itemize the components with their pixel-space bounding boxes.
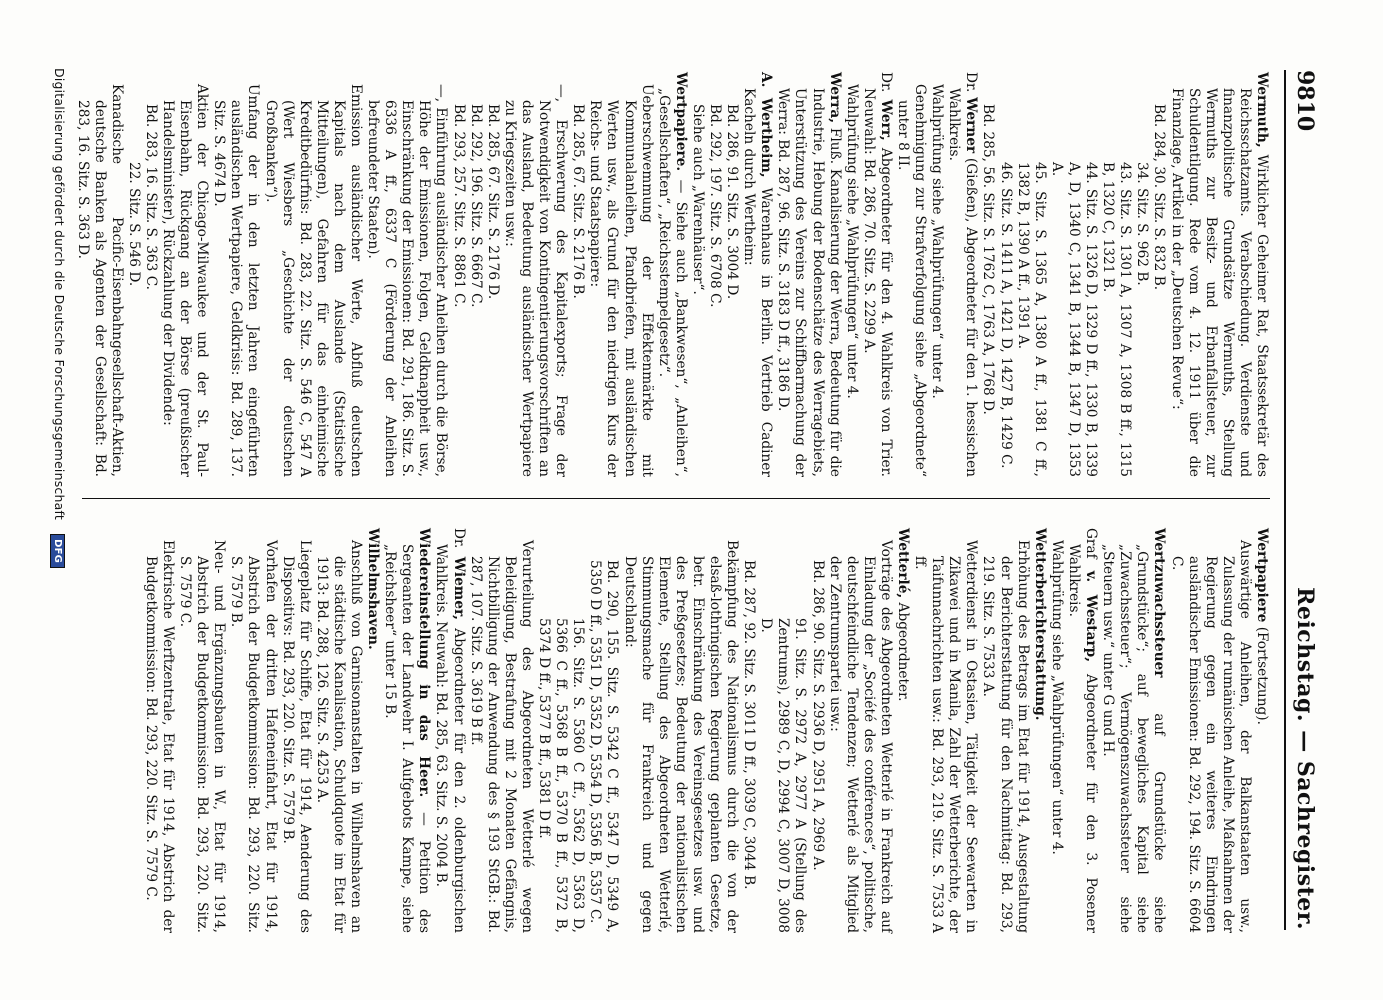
index-entry <box>1064 528 1098 933</box>
entry-text: Fluß. Kanalisierung der Werra, Bedeutung für die Industrie, Hebung der Bodenschätze des Werragebiets, Unterstützung des Vereins zur Schiffbarmachung der Werra: Bd. 287, 96. Sitz. S. 3183 D ff., 3186 D. <box>774 88 843 477</box>
reference-line: Bd. 285, 67. Sitz. S. 2176 B. <box>569 104 586 299</box>
sub-entry: Anschluß von Garnisonanstalten in Wilhelmshaven an die städtische Kanalisation, Schuldquote im Etat für 1913: Bd. 288, 126. Sitz. S. 4253 A. <box>313 540 364 933</box>
sub-entry: Vorträge des Abgeordneten Wetterlé in Frankreich auf Einladung der „Société des conférences“, politische, deutschfeindliche Tendenzen; Wetterlé als Mitglied der Zentrumspartei usw.: <box>826 540 894 933</box>
entry-text: — Petition des Sergeanten der Landwehr I. Aufgebots Kampe, siehe „Reichsheer“ unter 15 B. <box>381 544 432 933</box>
reference-line: Bd. 290, 155. Sitz. S. 5342 C ff., 5347 D, 5349 A, 5350 D ff., 5351 D, 5352 D, 5354 D, 5356 B, 5357 C. <box>586 560 620 933</box>
entry-prefix: Dr. <box>962 72 979 98</box>
sub-entry: Kanadische Pacific-Eisenbahngesellschaft-Aktien, deutsche Banken als Agenten der Gesellschaft: Bd. 283, 16. Sitz. S. 363 D. <box>74 84 125 477</box>
entry-text: Abgeordneter für den 2. oldenburgischen Wahlkreis. Neuwahl: Bd. 285, 63. Sitz. S. 2004 B. <box>433 544 467 933</box>
index-entry <box>774 72 842 477</box>
sub-entry: Liegeplatz für Schiffe, Etat für 1914, Aenderung des Dispositivs: Bd. 293, 220. Sitz. S. 7579 B. <box>279 540 313 933</box>
reference-line: Bd. 286, 90. Sitz. S. 2936 D, 2951 A, 2969 A. <box>809 560 826 871</box>
page-number: 9810 <box>1291 70 1318 132</box>
index-entry <box>859 72 893 477</box>
entry-term: Werr, <box>877 99 894 141</box>
reference-line: Bd. 285, 67. Sitz. S. 2176 D. <box>484 104 501 300</box>
document-page <box>42 20 1342 980</box>
dfg-logo: DFG <box>50 534 65 568</box>
entry-term: Wertpapiere. <box>672 72 689 172</box>
right-column <box>141 528 1269 933</box>
index-entry <box>893 528 910 933</box>
entry-term: Wertpapiere <box>1253 528 1270 623</box>
reference-line: Bd. 284, 30. Sitz. S. 832 B. <box>1150 104 1167 291</box>
index-entry <box>381 528 432 933</box>
reference-line: 43. Sitz. S. 1301 A, 1307 A, 1308 B ff., 1315 B, 1320 C, 1321 B. <box>1099 162 1133 477</box>
sub-entry: Vorhafen der dritten Hafeneinfahrt, Etat für 1914, Abstrich der Budgetkommission: Bd. 293, 220. Sitz. S. 7579 B. <box>227 540 279 933</box>
reference-line: Bd. 292, 197. Sitz. S. 6708 C. <box>706 104 723 308</box>
reference-line: 91. Sitz. S. 2972 A, 2977 A (Stellung des Zentrums), 2989 C, D, 2994 C, 3007 D, 3008 D. <box>757 618 808 933</box>
sub-entry: Wahlprüfung siehe „Wahlprüfungen“ unter 4. <box>1048 540 1065 855</box>
entry-text: — Siehe auch „Bankwesen“, „Anleihen“, „Gesellschaften“, „Reichsstempelgesetz“. <box>655 88 689 477</box>
reference-line: Bd. 283, 16. Sitz. S. 363 C. <box>142 104 159 291</box>
sub-entry: Genehmigung zur Strafverfolgung siehe „Abgeordnete“ unter 8 II. <box>894 84 928 477</box>
footer <box>50 20 67 980</box>
left-column <box>73 72 1270 477</box>
entry-text: (Gießen), Abgeordneter für den 1. hessischen Wahlkreis. <box>945 88 979 477</box>
sub-entry: —, Einführung ausländischer Anleihen durch die Börse, Höhe der Emissionen, Folgen, Geldknappheit usw., Einschränkung der Emissionen: Bd. 291, 186. Sitz. S. 6336 A ff., 6337 C (Förderung der Anleihen befreundeter Staaten). <box>364 84 449 477</box>
index-entry <box>1252 528 1269 933</box>
reference-line: 22. Sitz. S. 546 D. <box>125 162 142 287</box>
running-title: Reichstag. — Sachregister. <box>1291 587 1318 930</box>
reference-line: 45. Sitz. S. 1365 A, 1380 A ff., 1381 C ff., 1382 B, 1390 A ff., 1391 A. <box>1014 162 1048 477</box>
entry-text: Warenhaus in Berlin. Vertrieb Cadiner Kacheln durch Wertheim: <box>740 88 774 477</box>
entry-prefix: Dr. <box>450 528 467 557</box>
sub-entry: —, Erschwerung des Kapitalexports; Frage der Notwendigkeit von Kontingentierungsvorschriften an das Ausland, Bedeutung ausländischer Wertpapiere zu Kriegszeiten usw.: <box>501 84 569 477</box>
entry-term: Wetterberichterstattung. <box>1031 528 1048 721</box>
reference-line: 46. Sitz. S. 1411 A, 1421 D, 1427 B, 1429 C. <box>997 162 1014 469</box>
sub-entry: Auswärtige Anleihen, der Balkanstaaten usw., Zulassung der rumänischen Anleihe, Maßnahmen der Regierung gegen ein weiteres Eindringen ausländischer Emissionen: Bd. 292, 194. Sitz. S. 6604 C. <box>1168 540 1253 933</box>
entry-text: Abgeordneter für den 4. Wahlkreis von Trier. Neuwahl: Bd. 286, 70. Sitz. S. 2299 A. <box>860 88 894 477</box>
reference-line: Siehe auch „Warenhäuser“. <box>689 104 706 295</box>
index-entry <box>364 528 381 933</box>
entry-term: Werra, <box>826 72 843 124</box>
sub-entry: Verurteilung des Abgeordneten Wetterlé wegen Beleidigung, Bestrafung mit 2 Monaten Gefängnis, Nichtbilligung der Anwendung des § 193 StGB.: Bd. 287, 107. Sitz. S. 3619 B ff. <box>467 540 535 933</box>
sub-entry: Emission ausländischer Werte, Abfluß deutschen Kapitals nach dem Auslande (Statistische Mitteilungen), Gefahren für das einheimische Kreditbedürfnis: Bd. 283, 22. Sitz. S. 546 C, 547 A (Wert Wiesbers „Geschichte der deutschen Großbanken“). <box>262 84 364 477</box>
entry-term: Wilhelmshaven. <box>364 528 381 650</box>
index-entry <box>740 72 774 477</box>
entry-prefix: Graf <box>1082 528 1099 571</box>
reference-line: Bd. 292, 196. Sitz. S. 6667 C. <box>467 104 484 308</box>
index-entry <box>1167 72 1270 477</box>
index-entry <box>432 528 466 933</box>
entry-prefix: Dr. <box>877 72 894 100</box>
column-divider <box>82 498 1270 499</box>
entry-term: Wiemer, <box>450 556 467 620</box>
index-entry <box>654 72 688 477</box>
sub-entry: Erhöhung des Betrags im Etat für 1914, Ausgestaltung der Berichterstattung für den Nachmittag: Bd. 293, 219. Sitz. S. 7533 A. <box>980 540 1031 933</box>
entry-text: (Fortsetzung). <box>1253 622 1270 725</box>
sub-entry: Wahlprüfung siehe „Wahlprüfungen“ unter 4. <box>843 84 860 399</box>
reference-line: Bd. 293, 257. Sitz. S. 8861 C. <box>450 104 467 308</box>
index-entry <box>1099 528 1167 933</box>
entry-text: Wirklicher Geheimer Rat, Staatssekretär des Reichsschatzamts. Verabschiedung. Verdienste und finanzpolitische Grundsätze Wermuths, Stellung Wermuths zur Besitz- und Erbanfallsteuer, zur Schuldentilgung. Rede vom 4. 12. 1911 über die Finanzlage, Artikel in der „Deutschen Revue“: <box>1168 88 1270 477</box>
sub-entry: Aktien der Chicago-Milwaukee und der St. Paul-Eisenbahn, Rückgang an der Börse (preußischer Handelsminister), Rückzahlung der Dividende: <box>159 84 210 477</box>
entry-term: A. Wertheim, <box>757 72 774 178</box>
reference-line: Bd. 286, 91. Sitz. S. 3004 D. <box>723 104 740 300</box>
entry-term: Wermuth, <box>1253 72 1270 148</box>
entry-text: auf Grundstücke siehe „Grundstücke“; auf bewegliches Kapital siehe „Zuwachssteuer“; Vermögenszuwachssteuer siehe „Steuern usw.“ unter G und H. <box>1099 544 1167 933</box>
entry-text: Abgeordneter. <box>894 598 911 702</box>
entry-term: Wiedereinstellung in das Heer. <box>415 528 432 798</box>
index-entry <box>1030 528 1047 933</box>
reference-line: 44. Sitz. S. 1326 D, 1329 D ff., 1330 B, 1339 A, D, 1340 C, 1341 B, 1344 B, 1347 D, 1353 A. <box>1048 162 1099 477</box>
sub-entry: Neu- und Ergänzungsbauten in W., Etat für 1914, Abstrich der Budgetkommission: Bd. 293, 220. Sitz. S. 7579 C. <box>176 540 227 933</box>
entry-term: Wetterlé, <box>894 528 911 599</box>
reference-line: 156. Sitz. S. 5360 C ff., 5362 D, 5363 D, 5366 C ff., 5368 B ff., 5370 B ff., 5372 B, 5374 D ff., 5377 B ff., 5381 D ff. <box>535 618 586 933</box>
sub-entry: Umfang der in den letzten Jahren eingeführten ausländischen Wertpapiere, Geldkrisis: Bd. 289, 137. Sitz. S. 4674 D. <box>210 84 261 477</box>
entry-term: Werner <box>962 97 979 154</box>
page-header <box>1284 70 1320 930</box>
funding-note: Digitalisierung gefördert durch die Deutsche Forschungsgemeinschaft <box>51 68 67 520</box>
reference-line: 34. Sitz. S. 962 B. <box>1133 162 1150 286</box>
sub-entry: Elektrische Werftzentrale, Etat für 1914, Abstrich der Budgetkommission: Bd. 293, 220. Sitz. S. 7579 C. <box>142 540 176 933</box>
entry-term: Wertzuwachssteuer <box>1150 528 1167 678</box>
sub-entry: Wetterdienst in Ostasien, Tätigkeit der Seewarten in Zikawei und in Manila, Zahl der Wetterberichte, der Taifunnachrichten usw.: Bd. 293, 219. Sitz. S. 7533 A ff. <box>911 540 979 933</box>
sub-entry: Wahlprüfung siehe „Wahlprüfungen“ unter 4. <box>928 84 945 399</box>
sub-entry: Bekämpfung des Nationalismus durch die von der elsaß-lothringischen Regierung geplanten Gesetze, betr. Einschränkung des Vereinsgesetzes usw. und des Preßgesetzes; Bedeutung der nationalistischen Elemente, Stellung des Abgeordneten Wetterlé, Stimmungsmache für Frankreich und gegen Deutschland: <box>621 540 740 933</box>
reference-line: Bd. 287, 92. Sitz. S. 3011 D ff., 3039 C, 3044 B. <box>740 560 757 890</box>
entry-term: v. Westarp, <box>1082 570 1099 662</box>
sub-entry: Ueberschwemmung der Effektenmärkte mit Kommunalanleihen, Pfandbriefen, mit ausländischen Werten usw., als Grund für den niedrigen Kurs der Reichs- und Staatspapiere: <box>586 84 655 477</box>
reference-line: Bd. 285, 56. Sitz. S. 1762 C, 1763 A, 1768 D. <box>980 104 996 415</box>
entry-text: Abgeordneter für den 3. Posener Wahlkreis. <box>1065 544 1099 933</box>
index-entry <box>945 72 979 477</box>
